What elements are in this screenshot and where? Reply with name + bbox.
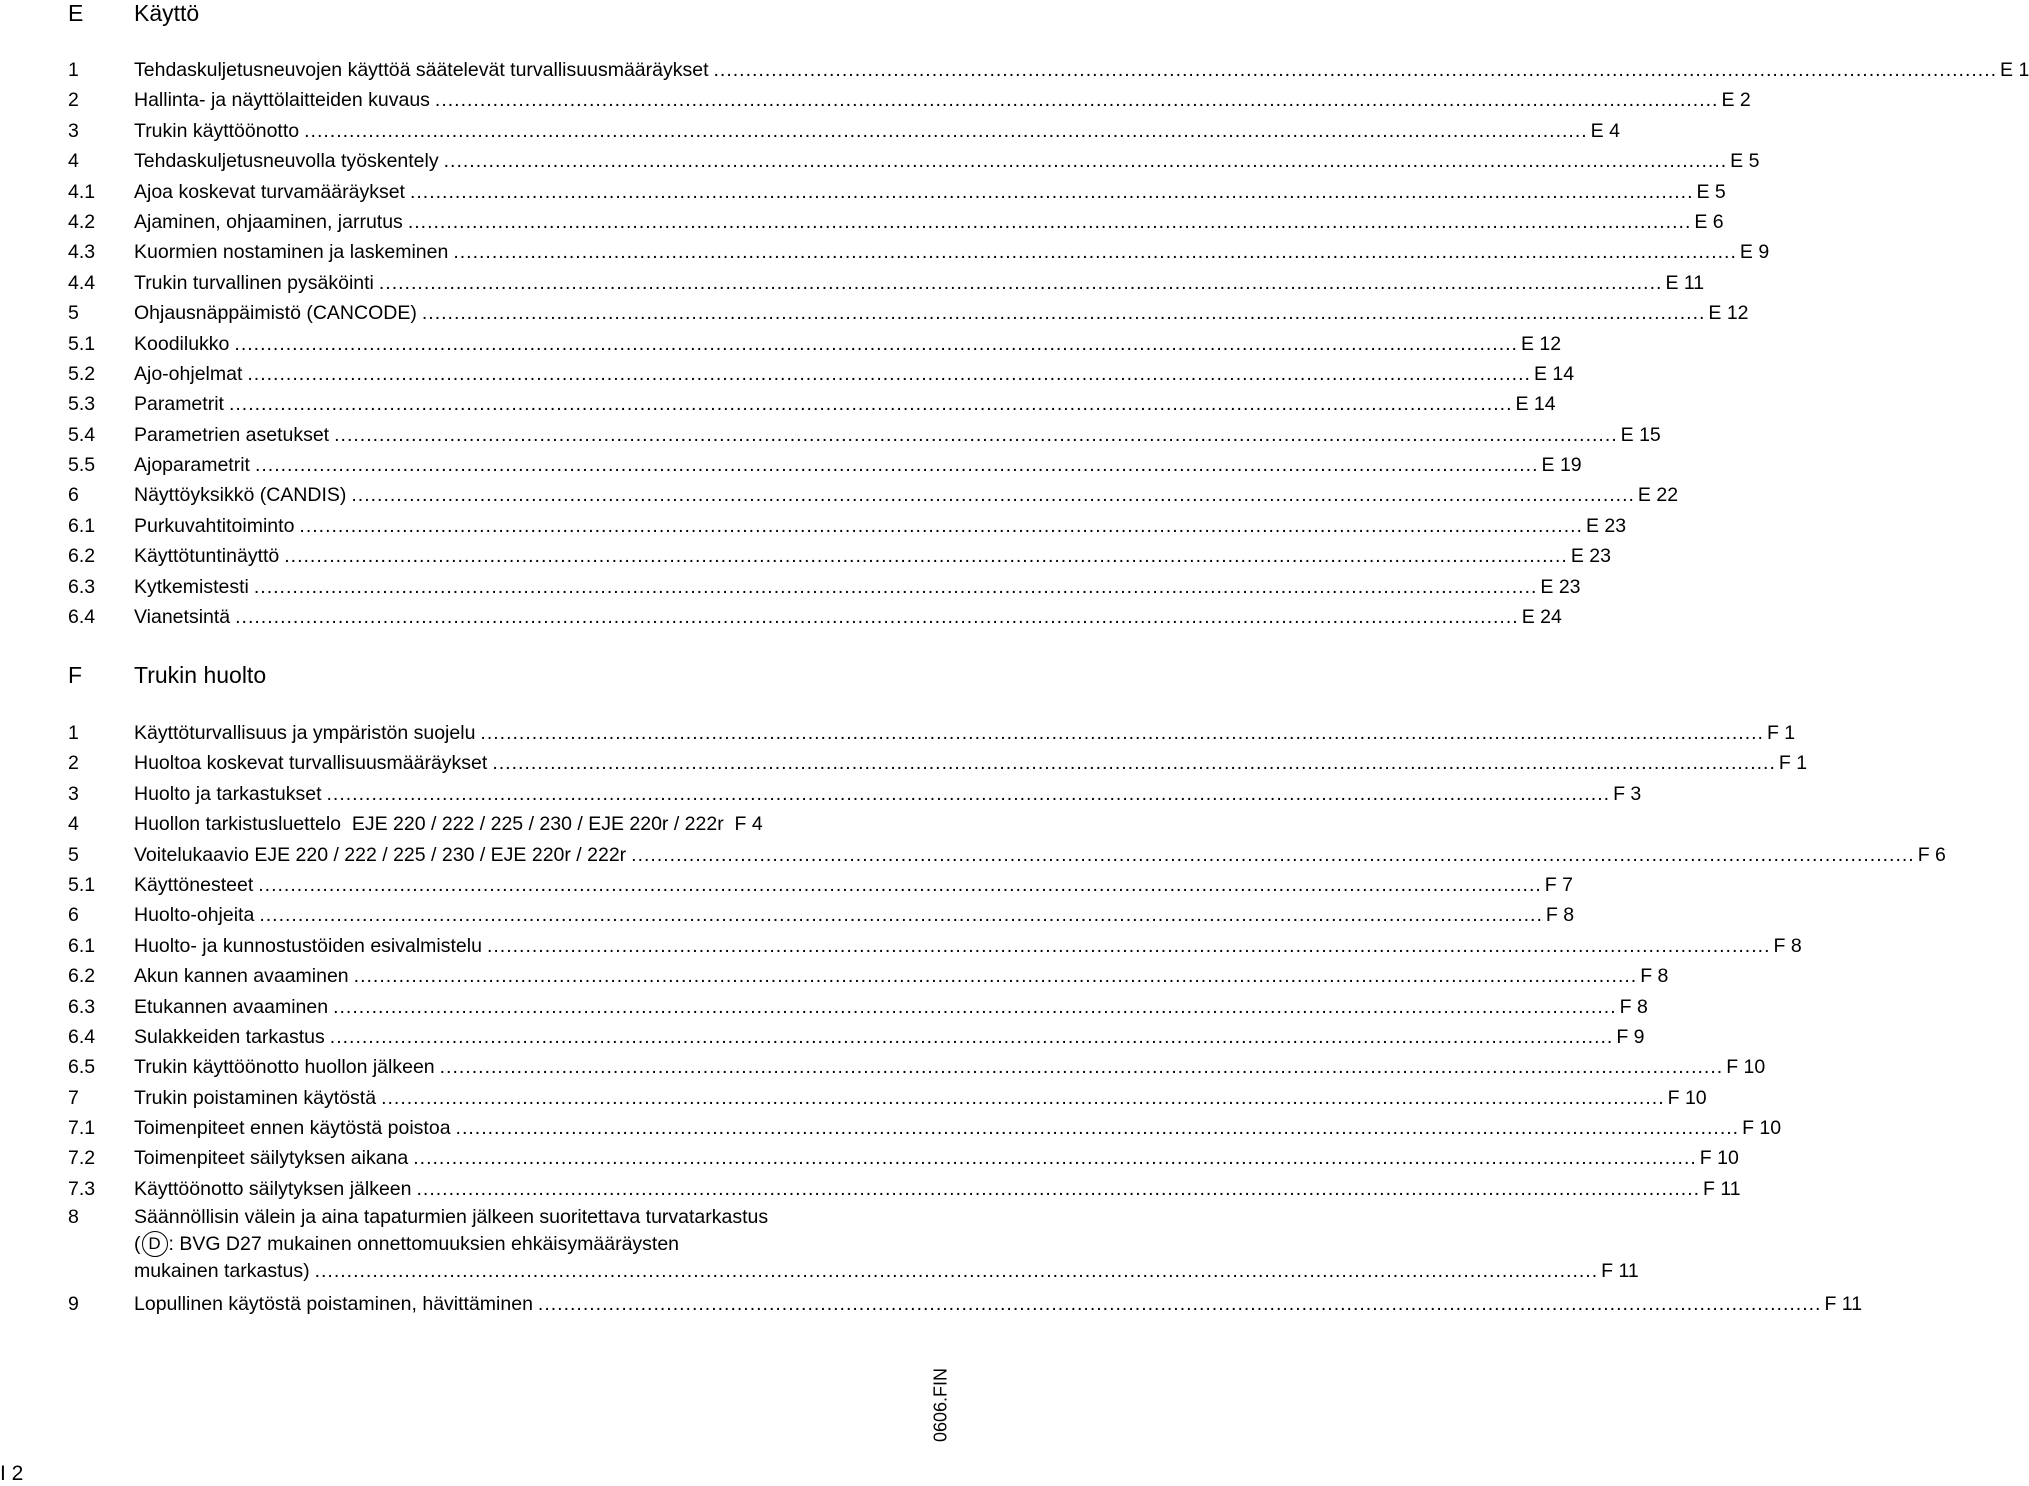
toc-entry-number: 6.3 [68, 995, 96, 1018]
toc-entry-page: E 5 [1696, 180, 1726, 203]
toc-entry-page: F 1 [1778, 752, 1808, 775]
toc-entry-title: Tehdaskuljetusneuvojen käyttöä säätelevät turvallisuusmääräykset [134, 59, 709, 81]
toc-entry[interactable] [0, 840, 1946, 870]
toc-entry-page: E 22 [1637, 484, 1679, 507]
toc-entry-number: 4 [68, 150, 79, 173]
dot-leader: ........................................................................................................................................................................................................ [259, 904, 1543, 927]
toc-entry[interactable] [0, 1083, 1707, 1113]
dot-leader: ........................................................................................................................................................................................................ [333, 995, 1617, 1018]
toc-entry-page: F 8 [1545, 904, 1575, 927]
toc-entry-page: E 19 [1541, 454, 1582, 477]
document-code: 0606.FIN [930, 1367, 951, 1443]
toc-entry-number: 5.4 [68, 423, 96, 446]
toc-entry[interactable] [0, 1143, 1739, 1173]
toc-entry-number: 6 [68, 904, 79, 927]
toc-entry-title: Etukannen avaaminen [134, 995, 329, 1018]
toc-entry-title-line-1: Säännöllisin välein ja aina tapaturmien jälkeen suoritettava turvatarkastus [134, 1206, 769, 1229]
toc-entry-page: F 6 [1917, 843, 1946, 866]
toc-entry-number: 9 [68, 1293, 79, 1316]
dot-leader: ........................................................................................................................................................................................................ [228, 393, 1513, 416]
toc-entry[interactable] [0, 207, 1724, 237]
section-f-heading [0, 659, 960, 691]
toc-entry-page: E 14 [1515, 393, 1556, 416]
toc-entry-number: 6.2 [68, 965, 96, 988]
toc-entry-title: Ajoparametrit [134, 454, 250, 477]
dot-leader: ........................................................................................................................................................................................................ [247, 362, 1531, 385]
dot-leader: ........................................................................................................................................................................................................ [378, 271, 1663, 294]
toc-entry-page: E 9 [1739, 241, 1770, 264]
section-f-toc [0, 718, 1946, 1320]
toc-entry-number: 6.4 [68, 606, 96, 629]
toc-entry-page: E 24 [1521, 606, 1562, 629]
toc-entry-title: Toimenpiteet ennen käytöstä poistoa [134, 1117, 451, 1140]
toc-entry-number: 6.1 [68, 514, 96, 537]
toc-entry[interactable] [0, 1022, 1645, 1052]
dot-leader: ........................................................................................................................................................................................................ [455, 1117, 1740, 1140]
toc-entry-title-line-3: mukainen tarkastus) ........................................................................................................................................................................................................ F 11 [134, 1258, 884, 1285]
toc-entry[interactable] [0, 511, 1627, 541]
toc-entry-page: E 14 [1533, 362, 1575, 385]
toc-entry-title: Ajo-ohjelmat [134, 362, 243, 385]
toc-entry-title: Huolto ja tarkastukset [134, 782, 322, 805]
toc-entry-number: 5 [68, 302, 79, 325]
toc-entry-number: 6.4 [68, 1025, 96, 1048]
toc-entry[interactable] [0, 177, 1726, 207]
dot-leader: ........................................................................................................................................................................................................ [631, 843, 1915, 866]
toc-entry-page: E 15 [1620, 423, 1661, 446]
toc-entry-page: E 23 [1585, 514, 1627, 537]
section-e-title: Käyttö [134, 0, 200, 26]
toc-entry-page: F 10 [1726, 1056, 1766, 1079]
toc-entry-number: 3 [68, 782, 79, 805]
toc-entry[interactable] [0, 572, 1581, 602]
section-f-title: Trukin huolto [134, 662, 267, 688]
toc-entry-title: Trukin poistaminen käytöstä [134, 1086, 377, 1109]
toc-entry[interactable] [0, 961, 1669, 991]
toc-entry-title: Näyttöyksikkö (CANDIS) [134, 484, 347, 507]
dot-leader: ........................................................................................................................................................................................................ [443, 150, 1728, 173]
dot-leader: ........................................................................................................................................................................................................ [416, 1177, 1701, 1200]
country-code-d-icon: D [142, 1231, 168, 1257]
toc-entry-page: E 5 [1730, 150, 1760, 173]
toc-entry-number: 5.1 [68, 332, 96, 355]
toc-entry-title: Lopullinen käytöstä poistaminen, hävittäminen [134, 1293, 533, 1316]
toc-entry-number: 5 [68, 843, 79, 866]
toc-entry-number: 5.1 [68, 873, 96, 896]
dot-leader: ........................................................................................................................................................................................................ [258, 873, 1542, 896]
toc-entry-title: Käyttönesteet [134, 873, 254, 896]
toc-entry[interactable] [0, 931, 1802, 961]
section-e-heading [0, 0, 960, 29]
toc-entry-page: E 4 [1590, 119, 1620, 142]
toc-entry-page: E 12 [1708, 302, 1749, 325]
toc-entry[interactable] [0, 1289, 1863, 1319]
toc-entry[interactable] [0, 1204, 1639, 1289]
toc-entry[interactable] [0, 1174, 1741, 1204]
toc-entry-page: F 8 [1640, 965, 1669, 988]
dot-leader: ........................................................................................................................................................................................................ [299, 514, 1583, 537]
toc-entry-page: E 2 [1721, 89, 1751, 112]
dot-leader: ........................................................................................................................................................................................................ [351, 484, 1635, 507]
toc-entry[interactable] [0, 329, 1562, 359]
toc-entry[interactable] [0, 268, 1705, 298]
dot-leader: ........................................................................................................................................................................................................ [492, 752, 1776, 775]
dot-leader: ........................................................................................................................................................................................................ [453, 241, 1737, 264]
toc-entry[interactable] [0, 116, 1620, 146]
toc-entry-number: 7.1 [68, 1117, 96, 1140]
toc-entry-title: Käyttöönotto säilytyksen jälkeen [134, 1177, 412, 1200]
dot-leader: ........................................................................................................................................................................................................ [314, 1260, 1599, 1283]
toc-entry-title: Parametrit [134, 393, 224, 416]
toc-entry-number: 4.4 [68, 271, 96, 294]
toc-entry-number: 2 [68, 752, 79, 775]
dot-leader: ........................................................................................................................................................................................................ [381, 1086, 1665, 1109]
toc-entry-number: 6.3 [68, 575, 96, 598]
dot-leader: ........................................................................................................................................................................................................ [409, 180, 1694, 203]
dot-leader: ........................................................................................................................................................................................................ [413, 1147, 1697, 1170]
toc-entry-number: 4.1 [68, 180, 96, 203]
toc-entry-number: 1 [68, 722, 79, 744]
toc-entry-page: E 6 [1694, 210, 1724, 233]
toc-entry-page: F 9 [1616, 1025, 1645, 1048]
toc-entry-title: Ohjausnäppäimistö (CANCODE) [134, 302, 417, 325]
toc-entry-number: 4 [68, 813, 79, 836]
toc-entry[interactable] [0, 718, 1796, 748]
toc-entry[interactable] [0, 85, 1751, 115]
toc-entry-title: Kytkemistesti [134, 575, 249, 598]
toc-entry-number: 8 [68, 1206, 79, 1229]
dot-leader: ........................................................................................................................................................................................................ [254, 454, 1539, 477]
toc-entry-number: 1 [68, 59, 79, 81]
toc-entry[interactable] [0, 1052, 1766, 1082]
toc-entry-page: F 10 [1667, 1086, 1707, 1109]
toc-entry-title: Hallinta- ja näyttölaitteiden kuvaus [134, 89, 430, 112]
toc-entry-title: Käyttöturvallisuus ja ympäristön suojelu [134, 722, 476, 744]
toc-entry[interactable] [0, 779, 1642, 809]
toc-entry-number: 3 [68, 119, 79, 142]
toc-entry[interactable] [0, 1113, 1782, 1143]
dot-leader: ........................................................................................................................................................................................................ [235, 606, 1519, 629]
dot-leader: ........................................................................................................................................................................................................ [353, 965, 1638, 988]
toc-entry-title: Trukin käyttöönotto [134, 119, 300, 142]
toc-entry-number: 5.5 [68, 454, 96, 477]
toc-entry-title: Huolto- ja kunnostustöiden esivalmistelu [134, 934, 482, 957]
toc-entry-number: 6 [68, 484, 79, 507]
toc-entry[interactable] [0, 480, 1679, 510]
toc-entry-number: 7.3 [68, 1177, 96, 1200]
toc-entry-title: Trukin turvallinen pysäköinti [134, 271, 374, 294]
toc-entry-number: 5.2 [68, 362, 96, 385]
toc-entry-page: F 8 [1773, 934, 1802, 957]
toc-entry-title: Käyttötuntinäyttö [134, 545, 280, 568]
dot-leader: ........................................................................................................................................................................................................ [486, 934, 1771, 957]
toc-entry-title: Trukin käyttöönotto huollon jälkeen [134, 1056, 435, 1079]
toc-entry-number: 7.2 [68, 1147, 96, 1170]
toc-entry-title: Huollon tarkistusluettelo EJE 220 / 222 / 225 / 230 / EJE 220r / 222r F 4 [134, 813, 763, 836]
toc-entry[interactable] [0, 602, 1562, 632]
toc-entry[interactable] [0, 450, 1582, 480]
dot-leader: ........................................................................................................................................................................................................ [334, 423, 1618, 446]
toc-entry-title: Parametrien asetukset [134, 423, 330, 446]
page-number: I 2 [0, 1462, 24, 1485]
toc-entry-page: F 1 [1766, 722, 1796, 744]
toc-entry[interactable] [0, 298, 1749, 328]
toc-entry[interactable] [0, 420, 1661, 450]
dot-leader: ........................................................................................................................................................................................................ [439, 1056, 1724, 1079]
toc-entry-title: Toimenpiteet säilytyksen aikana [134, 1147, 409, 1170]
toc-entry[interactable] [0, 541, 1611, 571]
dot-leader: ........................................................................................................................................................................................................ [421, 302, 1706, 325]
toc-entry-page: F 7 [1544, 873, 1573, 896]
toc-entry-title: Akun kannen avaaminen [134, 965, 349, 988]
toc-entry-title: Voitelukaavio EJE 220 / 222 / 225 / 230 / EJE 220r / 222r [134, 843, 627, 866]
section-e-letter: E [68, 0, 84, 26]
toc-entry-page: F 3 [1613, 782, 1642, 805]
dot-leader: ........................................................................................................................................................................................................ [434, 89, 1719, 112]
section-e-toc [0, 55, 2029, 632]
dot-leader: ........................................................................................................................................................................................................ [326, 782, 1611, 805]
toc-entry[interactable] [0, 809, 960, 839]
dot-leader: ........................................................................................................................................................................................................ [537, 1293, 1822, 1316]
toc-entry-number: 6.2 [68, 545, 96, 568]
section-f-letter: F [68, 662, 83, 688]
toc-entry-title: Huoltoa koskevat turvallisuusmääräykset [134, 752, 488, 775]
toc-entry-page: E 23 [1570, 545, 1611, 568]
toc-entry-page: F 8 [1619, 995, 1648, 1018]
toc-entry-number: 6.5 [68, 1056, 96, 1079]
dot-leader: ........................................................................................................................................................................................................ [329, 1025, 1614, 1048]
toc-entry-page: E 23 [1540, 575, 1581, 598]
toc-entry-title: Koodilukko [134, 332, 230, 355]
toc-entry-title: Tehdaskuljetusneuvolla työskentely [134, 150, 439, 173]
toc-entry-page: F 11 [1824, 1293, 1863, 1316]
toc-entry-number: 4.3 [68, 241, 96, 264]
toc-entry-title: Ajaminen, ohjaaminen, jarrutus [134, 210, 403, 233]
toc-entry[interactable] [0, 146, 1760, 176]
toc-entry[interactable] [0, 870, 1573, 900]
toc-entry[interactable] [0, 55, 2029, 85]
toc-entry-number: 5.3 [68, 393, 96, 416]
dot-leader: ........................................................................................................................................................................................................ [480, 722, 1764, 744]
toc-entry-page: E 12 [1520, 332, 1562, 355]
dot-leader: ........................................................................................................................................................................................................ [234, 332, 1518, 355]
toc-entry[interactable] [0, 992, 1648, 1022]
dot-leader: ........................................................................................................................................................................................................ [304, 119, 1588, 142]
toc-entry-title-line-2: ( D : BVG D27 mukainen onnettomuuksien ehkäisymääräysten [134, 1231, 884, 1258]
toc-entry-title: Kuormien nostaminen ja laskeminen [134, 241, 449, 264]
toc-entry-number: 7 [68, 1086, 79, 1109]
toc-entry-number: 2 [68, 89, 79, 112]
toc-entry-number: 6.1 [68, 934, 96, 957]
toc-entry[interactable] [0, 900, 1575, 930]
toc-entry-page: F 11 [1601, 1260, 1639, 1283]
toc-entry[interactable] [0, 748, 1808, 778]
toc-entry-page: F 11 [1703, 1177, 1741, 1200]
toc-entry-title: Vianetsintä [134, 606, 231, 629]
dot-leader: ........................................................................................................................................................................................................ [407, 210, 1692, 233]
toc-entry-title: Huolto-ohjeita [134, 904, 255, 927]
toc-entry-title: Ajoa koskevat turvamääräykset [134, 180, 405, 203]
toc-entry-page: F 10 [1742, 1117, 1782, 1140]
dot-leader: ........................................................................................................................................................................................................ [284, 545, 1568, 568]
toc-entry-title: Sulakkeiden tarkastus [134, 1025, 325, 1048]
toc-entry-page: E 11 [1665, 271, 1705, 294]
dot-leader: ........................................................................................................................................................................................................ [253, 575, 1538, 598]
toc-entry-title: Purkuvahtitoiminto [134, 514, 295, 537]
toc-entry-page: F 10 [1699, 1147, 1739, 1170]
dot-leader: ........................................................................................................................................................................................................ [713, 59, 1998, 81]
toc-entry-page: E 1 [2000, 59, 2029, 81]
toc-entry-number: 4.2 [68, 210, 96, 233]
toc-entry[interactable] [0, 359, 1575, 389]
toc-entry[interactable] [0, 237, 1770, 267]
toc-entry[interactable] [0, 389, 1556, 419]
